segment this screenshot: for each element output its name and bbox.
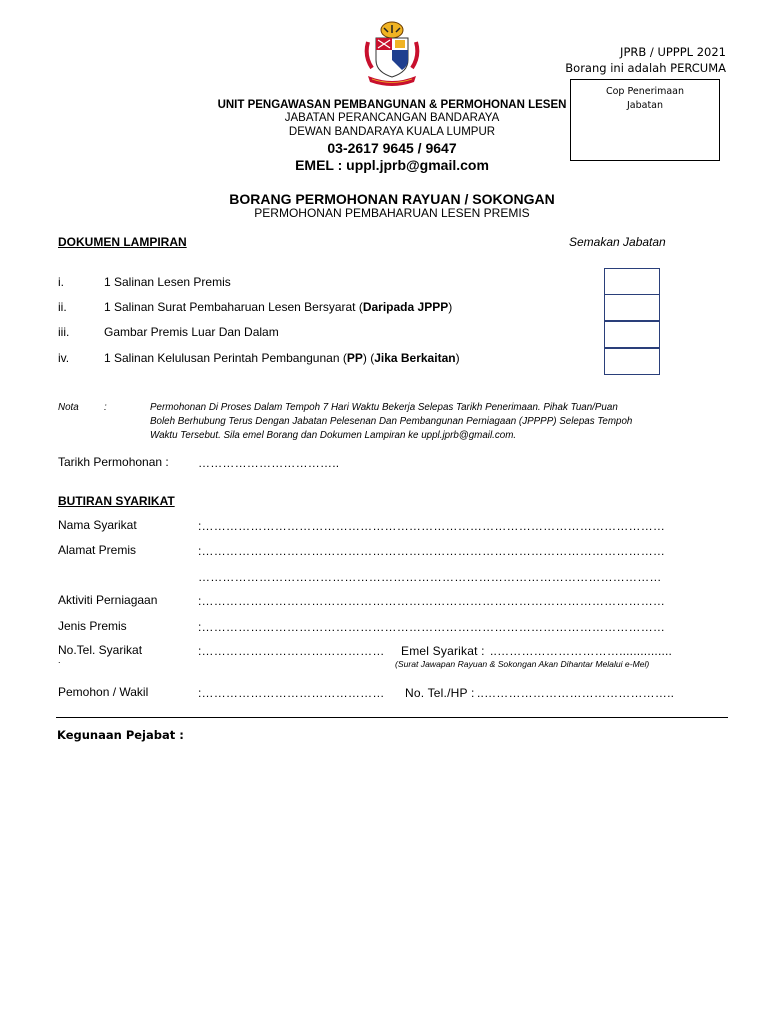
document-item-text <box>104 300 452 314</box>
applicant-field[interactable]: :……………………………………… <box>198 686 385 700</box>
note-colon: : <box>104 402 107 413</box>
premises-type-field[interactable]: :…………………………………………………………………………………………………… <box>198 620 666 634</box>
department-check-heading: Semakan Jabatan <box>569 235 666 249</box>
document-item-text <box>104 351 460 365</box>
section-divider <box>56 717 728 718</box>
contact-phone: 03-2617 9645 / 9647 <box>327 140 457 156</box>
premises-address-field[interactable]: :…………………………………………………………………………………………………… <box>198 544 666 558</box>
check-box-item-4[interactable] <box>604 348 660 375</box>
document-item-bold: Jika Berkaitan <box>374 351 456 365</box>
form-subtitle: PERMOHONAN PEMBAHARUAN LESEN PREMIS <box>254 206 530 220</box>
document-item-number: iii. <box>58 325 70 339</box>
document-item-text-part: ) <box>455 351 460 365</box>
email-delivery-note: (Surat Jawapan Rayuan & Sokongan Akan Dihantar Melalui e-Mel) <box>395 659 650 669</box>
premises-address-field-line2[interactable]: …………………………………………………………………………………………………… <box>198 570 662 584</box>
check-box-item-1[interactable] <box>604 268 660 295</box>
document-item-text-part: ) <box>448 300 453 314</box>
document-item-text-part: 1 Salinan Surat Pembaharuan Lesen Bersyarat ( <box>104 300 363 314</box>
business-activity-field[interactable]: :…………………………………………………………………………………………………… <box>198 594 666 608</box>
handphone-label: No. Tel./HP : <box>405 686 475 700</box>
note-text <box>150 401 710 443</box>
document-item-text: Gambar Premis Luar Dan Dalam <box>104 325 279 339</box>
documents-heading: DOKUMEN LAMPIRAN <box>58 235 187 249</box>
form-title: BORANG PERMOHONAN RAYUAN / SOKONGAN <box>229 191 555 207</box>
free-form-note: Borang ini adalah PERCUMA <box>565 61 726 75</box>
document-item-number: i. <box>58 275 64 289</box>
company-phone-field[interactable]: :……………………………………… <box>198 644 385 658</box>
application-date-label: Tarikh Permohonan : <box>58 455 169 469</box>
document-item-bold: PP <box>346 351 363 365</box>
document-item-text: 1 Salinan Lesen Premis <box>104 275 231 289</box>
check-box-item-2[interactable] <box>604 294 660 321</box>
unit-name: UNIT PENGAWASAN PEMBANGUNAN & PERMOHONAN LESEN <box>217 99 567 111</box>
company-details-heading: BUTIRAN SYARIKAT <box>58 494 175 508</box>
handphone-field[interactable]: ..……………………………………….. <box>477 686 675 700</box>
document-item-number: ii. <box>58 300 67 314</box>
note-label: Nota <box>58 402 79 413</box>
company-phone-label: No.Tel. Syarikat <box>58 643 143 657</box>
document-item-text-part: ) ( <box>362 351 375 365</box>
form-reference-code: JPRB / UPPPL 2021 <box>620 45 726 59</box>
document-item-number: iv. <box>58 351 70 365</box>
application-date-field[interactable]: …………………………….. <box>198 456 340 470</box>
note-line: Waktu Tersebut. Sila emel Borang dan Dokumen Lampiran ke uppl.jprb@gmail.com. <box>150 430 517 441</box>
contact-email: EMEL : uppl.jprb@gmail.com <box>295 157 489 173</box>
check-box-item-3[interactable] <box>604 321 660 348</box>
note-line: Permohonan Di Proses Dalam Tempoh 7 Hari Waktu Bekerja Selepas Tarikh Penerimaan. Pihak Tuan/Puan <box>150 402 618 413</box>
premises-type-label: Jenis Premis <box>58 619 127 633</box>
document-item-text-part: 1 Salinan Kelulusan Perintah Pembangunan ( <box>104 351 347 365</box>
company-name-field[interactable]: :…………………………………………………………………………………………………… <box>198 519 666 533</box>
office-use-label: Kegunaan Pejabat : <box>57 728 184 742</box>
premises-address-label: Alamat Premis <box>58 543 137 557</box>
document-item-bold: Daripada JPPP <box>362 300 449 314</box>
note-line: Boleh Berhubung Terus Dengan Jabatan Pelesenan Dan Pembangunan Perniagaan (JPPPP) Selepas Tempoh <box>150 416 633 427</box>
applicant-label: Pemohon / Wakil <box>58 685 149 699</box>
company-email-label: Emel Syarikat : <box>401 644 485 658</box>
business-activity-label: Aktiviti Perniagaan <box>58 593 158 607</box>
stray-mark: . <box>58 655 61 665</box>
department-name: JABATAN PERANCANGAN BANDARAYA <box>284 112 500 124</box>
stamp-box-label-line1: Cop Penerimaan <box>605 86 685 97</box>
company-name-label: Nama Syarikat <box>58 518 137 532</box>
council-name: DEWAN BANDARAYA KUALA LUMPUR <box>288 126 496 138</box>
dbkl-crest-icon <box>362 20 422 88</box>
stamp-box-label-line2: Jabatan <box>626 100 664 111</box>
company-email-field[interactable]: ..…………………………............... <box>490 644 673 658</box>
